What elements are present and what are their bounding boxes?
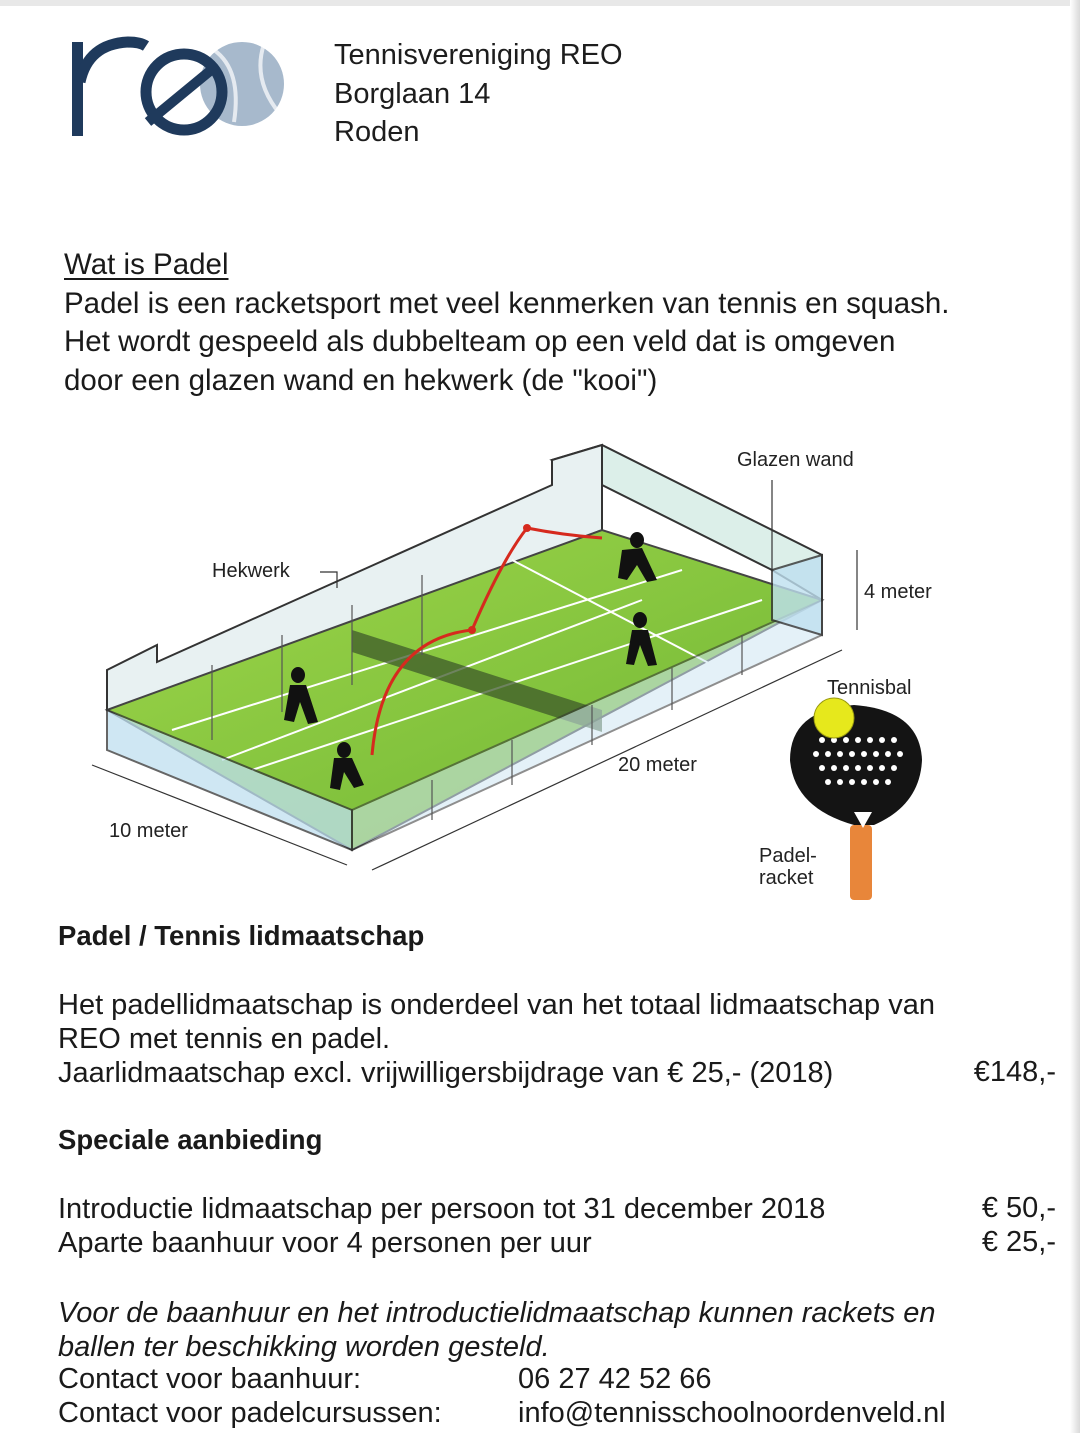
intro-title: Wat is Padel <box>64 248 229 281</box>
club-street: Borglaan 14 <box>334 77 491 110</box>
intro-section <box>64 246 1064 400</box>
intro-membership-label: Introductie lidmaatschap per persoon tot 31 december 2018 <box>58 1193 826 1225</box>
fence-label: Hekwerk <box>212 560 290 582</box>
contact-course-label: Contact voor padelcursussen: <box>58 1397 442 1429</box>
annual-membership-label: Jaarlidmaatschap excl. vrijwilligersbijdrage van € 25,- (2018) <box>58 1057 834 1089</box>
club-name: Tennisvereniging REO <box>334 39 623 71</box>
note-line-2: ballen ter beschikking worden gesteld. <box>58 1331 550 1363</box>
membership-line-2: REO met tennis en padel. <box>58 1023 391 1055</box>
rental-note <box>58 1296 1048 1364</box>
padel-court-diagram <box>82 440 962 910</box>
court-rental-label: Aparte baanhuur voor 4 personen per uur <box>58 1227 592 1259</box>
racket-label-line2: racket <box>759 867 814 889</box>
racket-label-line1: Padel- <box>759 845 817 867</box>
intro-line-1: Padel is een racketsport met veel kenmerken van tennis en squash. <box>64 286 950 320</box>
annual-membership-price: €148,- <box>973 1056 1056 1088</box>
offer-heading: Speciale aanbieding <box>58 1124 323 1155</box>
court-rental-price: € 25,- <box>981 1226 1056 1258</box>
membership-heading: Padel / Tennis lidmaatschap <box>58 920 425 951</box>
glass-wall-label: Glazen wand <box>737 449 854 471</box>
page-edge-shadow <box>1070 0 1080 1433</box>
page-top-edge <box>0 0 1080 6</box>
contact-email[interactable]: info@tennisschoolnoordenveld.nl <box>518 1397 946 1429</box>
membership-line-1: Het padellidmaatschap is onderdeel van het totaal lidmaatschap van <box>58 989 935 1021</box>
intro-line-2: Het wordt gespeeld als dubbelteam op een veld dat is omgeven <box>64 325 896 358</box>
intro-membership-price: € 50,- <box>981 1192 1056 1224</box>
contact-phone[interactable]: 06 27 42 52 66 <box>518 1363 712 1395</box>
contact-court-label: Contact voor baanhuur: <box>58 1363 362 1395</box>
club-address <box>334 36 623 152</box>
width-label: 10 meter <box>109 820 188 842</box>
reo-logo <box>66 30 291 142</box>
ball-label: Tennisbal <box>827 677 912 699</box>
club-city: Roden <box>334 116 420 148</box>
note-line-1: Voor de baanhuur en het introductielidmaatschap kunnen rackets en <box>58 1297 936 1329</box>
intro-line-3: door een glazen wand en hekwerk (de "kooi") <box>64 363 658 397</box>
tennis-ball-icon <box>814 698 854 738</box>
length-label: 20 meter <box>618 754 697 776</box>
height-label: 4 meter <box>864 581 932 603</box>
